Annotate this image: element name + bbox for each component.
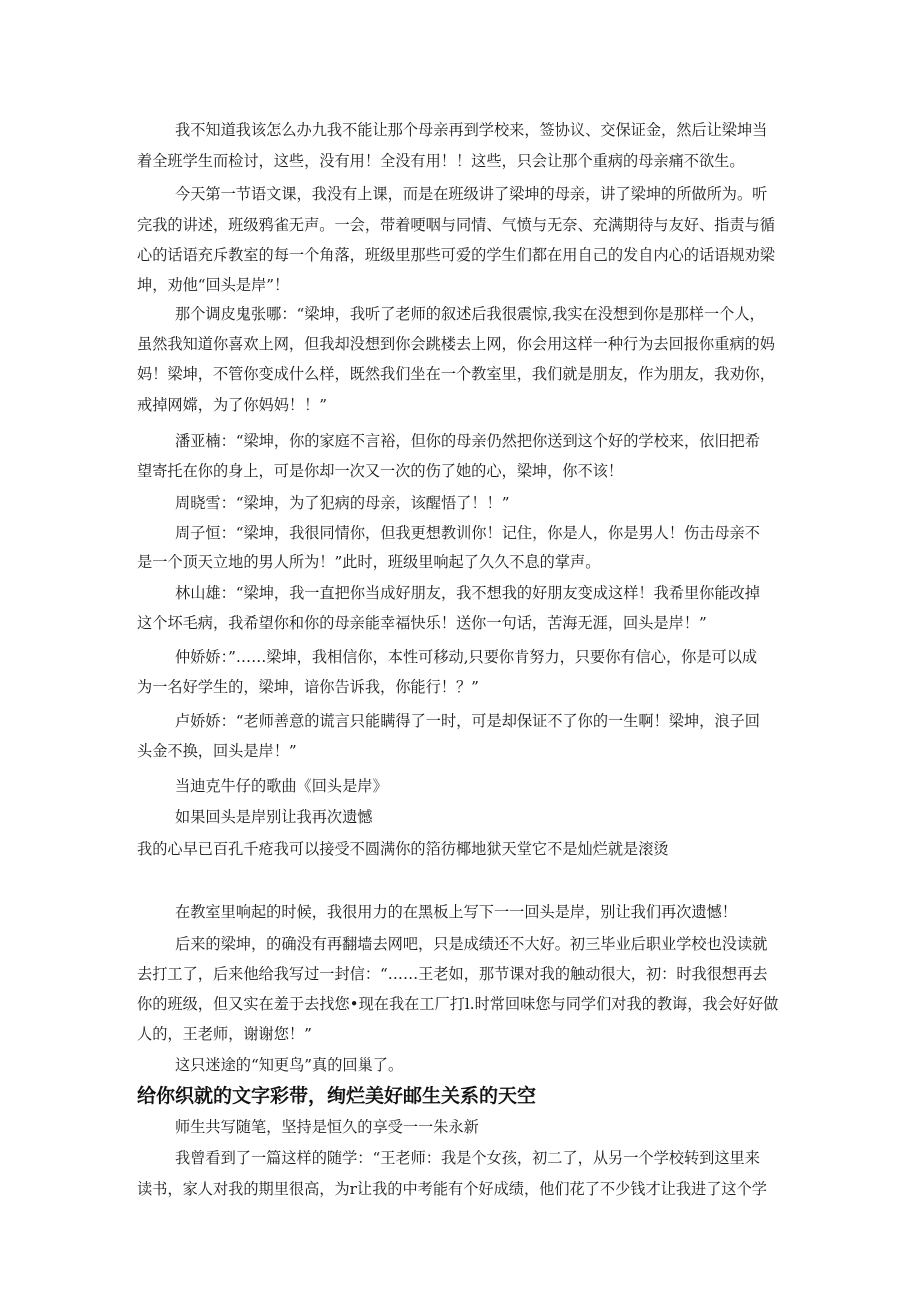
paragraph-line: 望寄托在你的身上，可是你却一次又一次的伤了她的心，梁坤，你不该！	[137, 462, 623, 480]
paragraph-line: 那个调皮鬼张哪：“梁坤，我听了老师的叙述后我很震惊,我实在没想到你是那样一个人，	[175, 305, 765, 323]
paragraph-line: 林山雄：“梁坤，我一直把你当成好朋友，我不想我的好朋友变成这样！我希里你能改掉	[175, 584, 760, 602]
paragraph-line: 为一名好学生的，梁坤，谙你告诉我，你能行！？”	[137, 678, 479, 696]
paragraph-line: 妈！梁坤，不管你变成什么样，既然我们坐在一个教室里，我们就是朋友，作为朋友，我劝你，	[137, 365, 775, 383]
paragraph-line: 是一个顶天立地的男人所为！”此时，班级里响起了久久不息的掌声。	[137, 553, 601, 571]
paragraph-line: 师生共写随笔，坚持是恒久的享受一一朱永新	[175, 1118, 479, 1136]
paragraph-line: 当迪克牛仔的歌曲《回头是岸》	[175, 777, 388, 795]
paragraph-line: 去打工了，后来他给我写过一封信：“……王老如，那节课对我的触动很大，初：时我很想再去	[137, 965, 768, 983]
paragraph-line: 人的，王老师，谢谢您！”	[137, 1025, 312, 1043]
paragraph-line: 仲娇娇：”……梁坤，我相信你，本性可移动,只要你肯努力，只要你有信心，你是可以成	[175, 648, 758, 666]
paragraph-line: 头金不换，回头是岸！”	[137, 742, 297, 760]
paragraph-line: 戒掉网嫦，为了你妈妈！！”	[137, 396, 328, 414]
paragraph-line: 你的班级，但又实在羞于去找您•现在我在工厂打l.时常回味您与同学们对我的教诲，我会好好做	[137, 995, 779, 1013]
paragraph-line: 周晓雪：“梁坤，为了犯病的母亲，该醒悟了！！”	[175, 494, 510, 512]
section-heading: 给你织就的文字彩带，绚烂美好邮生关系的天空	[137, 1085, 537, 1107]
paragraph-line: 卢娇娇：“老师善意的谎言只能瞒得了一时，可是却保证不了你的一生啊！梁坤，浪子回	[175, 712, 760, 730]
paragraph-line: 我的心早已百孔千疮我可以接受不圆满你的箔彷椰地狱天堂它不是灿烂就是滚烫	[137, 840, 669, 858]
paragraph-line: 如果回头是岸别让我再次遗憾	[175, 808, 373, 826]
paragraph-line: 我不知道我该怎么办九我不能让那个母亲再到学校来，签协议、交保证金，然后让梁坤当	[175, 121, 768, 139]
paragraph-line: 我曾看到了一篇这样的随学：“王老师：我是个女孩，初二了，从另一个学校转到这里来	[175, 1149, 760, 1167]
paragraph-line: 这个坏毛病，我希望你和你的母亲能幸福快乐！送你一句话，苦海无涯，回头是岸！”	[137, 614, 707, 632]
paragraph-line: 潘亚楠：“梁坤，你的家庭不言裕，但你的母亲仍然把你送到这个好的学校来，依旧把希	[175, 432, 760, 450]
paragraph-line: 虽然我知道你喜欢上网，但我却没想到你会跳楼去上网，你会用这样一种行为去回报你重病的妈	[137, 335, 775, 353]
paragraph-line: 坤，劝他“回头是岸”！	[137, 276, 290, 294]
paragraph-line: 周子恒：“梁坤，我很同情你，但我更想教训你！记住，你是人，你是男人！伤击母亲不	[175, 524, 760, 542]
paragraph-line: 完我的讲述，班级鸦雀无声。一会，带着哽咽与同情、气愤与无奈、充满期待与友好、指责与循	[137, 216, 775, 234]
paragraph-line: 今天第一节语文课，我没有上课，而是在班级讲了梁坤的母亲，讲了梁坤的所做所为。听	[175, 185, 768, 203]
paragraph-line: 心的话语充斥教室的每一个角落，班级里那些可爱的学生们都在用自己的发自内心的话语规劝梁	[137, 246, 775, 264]
paragraph-line: 在教室里响起的时候，我很用力的在黑板上写下一一回头是岸，别让我们再次遗憾！	[175, 903, 737, 921]
paragraph-line: 后来的梁坤，的确没有再翻墙去网吧，只是成绩还不大好。初三毕业后职业学校也没读就	[175, 935, 768, 953]
paragraph-line: 着全班学生而检讨，这些，没有用！全没有用！！这些，只会让那个重病的母亲痛不欲生。	[137, 152, 745, 170]
paragraph-line: 这只迷途的“知更鸟”真的回巢了。	[175, 1056, 404, 1074]
paragraph-line: 读书，家人对我的期里很高，为r让我的中考能有个好成绩，他们花了不少钱才让我进了这个学	[137, 1180, 767, 1198]
